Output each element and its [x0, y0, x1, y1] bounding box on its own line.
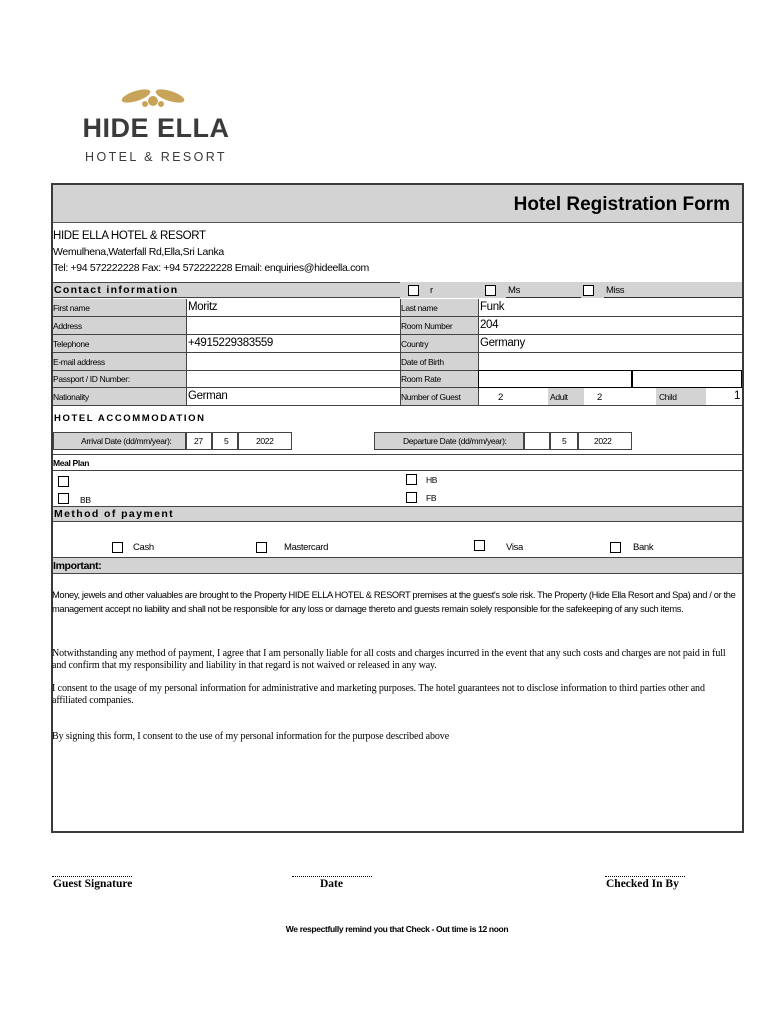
payment-mastercard-checkbox[interactable] — [256, 542, 267, 553]
date-label: Date — [320, 878, 343, 890]
meal-option-bb-checkbox[interactable] — [58, 493, 69, 504]
form-title: Hotel Registration Form — [513, 194, 730, 215]
guest-count-field[interactable]: 2 — [498, 392, 503, 403]
meal-option-bb-label: BB — [80, 495, 91, 503]
payment-bank-checkbox[interactable] — [610, 542, 621, 553]
arrival-month-value: 5 — [224, 436, 229, 446]
room-number-field[interactable]: 204 — [480, 319, 499, 331]
ms-underline — [506, 297, 581, 298]
column-line — [186, 299, 187, 405]
departure-label: Departure Date (dd/mm/year): — [403, 436, 507, 446]
guest-signature-line[interactable] — [52, 876, 132, 877]
miss-underline — [604, 297, 742, 298]
meal-option-hb-checkbox[interactable] — [406, 474, 417, 485]
arrival-day-value: 27 — [194, 436, 203, 446]
salutation-mr-label: r — [430, 285, 433, 296]
nationality-field[interactable]: German — [188, 390, 228, 402]
important-para-4: By signing this form, I consent to the use of my personal information for the purpose described above — [52, 731, 450, 742]
meal-option-fb-checkbox[interactable] — [406, 492, 417, 503]
last-name-label: Last name — [401, 303, 438, 313]
important-para-1: Money, jewels and other valuables are brought to the Property HIDE ELLA HOTEL & RESORT premises at the guest's sole risk. The Property (Hide Ella Resort and Spa) and / or the management accept no liability and shall not be responsible for any loss or damage thereto and guests remain solely responsible for the safekeeping of any such items. — [52, 590, 736, 614]
accommodation-label: HOTEL ACCOMMODATION — [54, 413, 206, 424]
country-field[interactable]: Germany — [480, 337, 525, 349]
logo-name: HIDE ELLA — [82, 113, 230, 143]
first-name-field[interactable]: Moritz — [188, 301, 218, 313]
date-line[interactable] — [292, 876, 372, 877]
meal-plan-top-line — [53, 454, 742, 455]
meal-option-hb-label: HB — [426, 475, 438, 485]
child-label: Child — [659, 392, 677, 402]
important-para-2: Notwithstanding any method of payment, I agree that I am personally liable for all costs and charges incurred in the event that any such costs and charges are not paid in full and confirm that my responsibility and liability in that regard is not waived or released in any way. — [52, 648, 726, 671]
passport-label: Passport / ID Number: — [53, 374, 130, 384]
salutation-miss-label: Miss — [606, 285, 625, 296]
payment-visa-checkbox[interactable] — [474, 540, 485, 551]
child-field[interactable]: 1 — [734, 390, 741, 402]
departure-day-field[interactable] — [524, 432, 550, 450]
email-label: E-mail address — [53, 357, 105, 367]
adult-label: Adult — [550, 392, 568, 402]
important-band — [53, 557, 742, 574]
payment-mastercard-label: Mastercard — [284, 542, 329, 553]
payment-cash-label: Cash — [133, 542, 154, 553]
row-line — [53, 352, 742, 353]
salutation-mr-checkbox[interactable] — [408, 285, 419, 296]
country-label: Country — [401, 339, 429, 349]
meal-option-1-checkbox[interactable] — [58, 476, 69, 487]
meal-plan-line — [53, 470, 742, 471]
nationality-label: Nationality — [53, 392, 89, 402]
hotel-name: HIDE ELLA HOTEL & RESORT — [53, 230, 206, 242]
checkout-note: We respectfully remind you that Check - Out time is 12 noon — [285, 924, 509, 934]
arrival-year-value: 2022 — [256, 436, 274, 446]
room-rate-field[interactable] — [478, 370, 632, 388]
adult-field[interactable]: 2 — [597, 392, 602, 403]
hotel-address: Wemulhena,Waterfall Rd,Ella,Sri Lanka — [53, 246, 224, 258]
payment-cash-checkbox[interactable] — [112, 542, 123, 553]
payment-visa-label: Visa — [506, 542, 523, 553]
departure-year-value: 2022 — [594, 436, 612, 446]
payment-bank-label: Bank — [633, 542, 654, 553]
guest-signature-label: Guest Signature — [53, 878, 133, 890]
logo-subtitle: HOTEL & RESORT — [85, 150, 227, 164]
checked-in-label: Checked In By — [606, 878, 679, 890]
meal-option-fb-label: FB — [426, 493, 437, 503]
room-number-label: Room Number — [401, 321, 453, 331]
guest-count-label: Number of Guest — [401, 392, 461, 402]
dob-label: Date of Birth — [401, 357, 444, 367]
last-name-field[interactable]: Funk — [480, 301, 505, 313]
telephone-label: Telephone — [53, 339, 90, 349]
important-label: Important: — [53, 560, 102, 572]
column-line — [400, 299, 401, 405]
room-rate-currency-field[interactable] — [632, 370, 742, 388]
payment-section-label: Method of payment — [54, 508, 175, 520]
logo-leaves-icon — [118, 84, 188, 110]
important-para-3: I consent to the usage of my personal information for administrative and marketing purposes. The hotel guarantees not to disclose information to third parties other and affiliated companies. — [52, 683, 705, 706]
checked-in-line[interactable] — [605, 876, 685, 877]
room-rate-label: Room Rate — [401, 374, 441, 384]
address-label: Address — [53, 321, 82, 331]
salutation-ms-checkbox[interactable] — [485, 285, 496, 296]
salutation-area — [400, 282, 742, 298]
contact-section-label: Contact information — [54, 284, 179, 296]
hotel-contact: Tel: +94 572222228 Fax: +94 572222228 Email: enquiries@hideella.com — [53, 262, 369, 274]
row-line — [53, 316, 742, 317]
column-line — [478, 299, 479, 405]
departure-month-value: 5 — [562, 436, 567, 446]
telephone-field[interactable]: +4915229383559 — [188, 337, 273, 349]
row-line — [53, 405, 742, 406]
salutation-ms-label: Ms — [508, 285, 520, 296]
arrival-label: Arrival Date (dd/mm/year): — [81, 436, 172, 446]
row-line — [53, 334, 742, 335]
first-name-label: First name — [53, 303, 90, 313]
meal-plan-label: Meal Plan — [53, 458, 90, 468]
salutation-miss-checkbox[interactable] — [583, 285, 594, 296]
